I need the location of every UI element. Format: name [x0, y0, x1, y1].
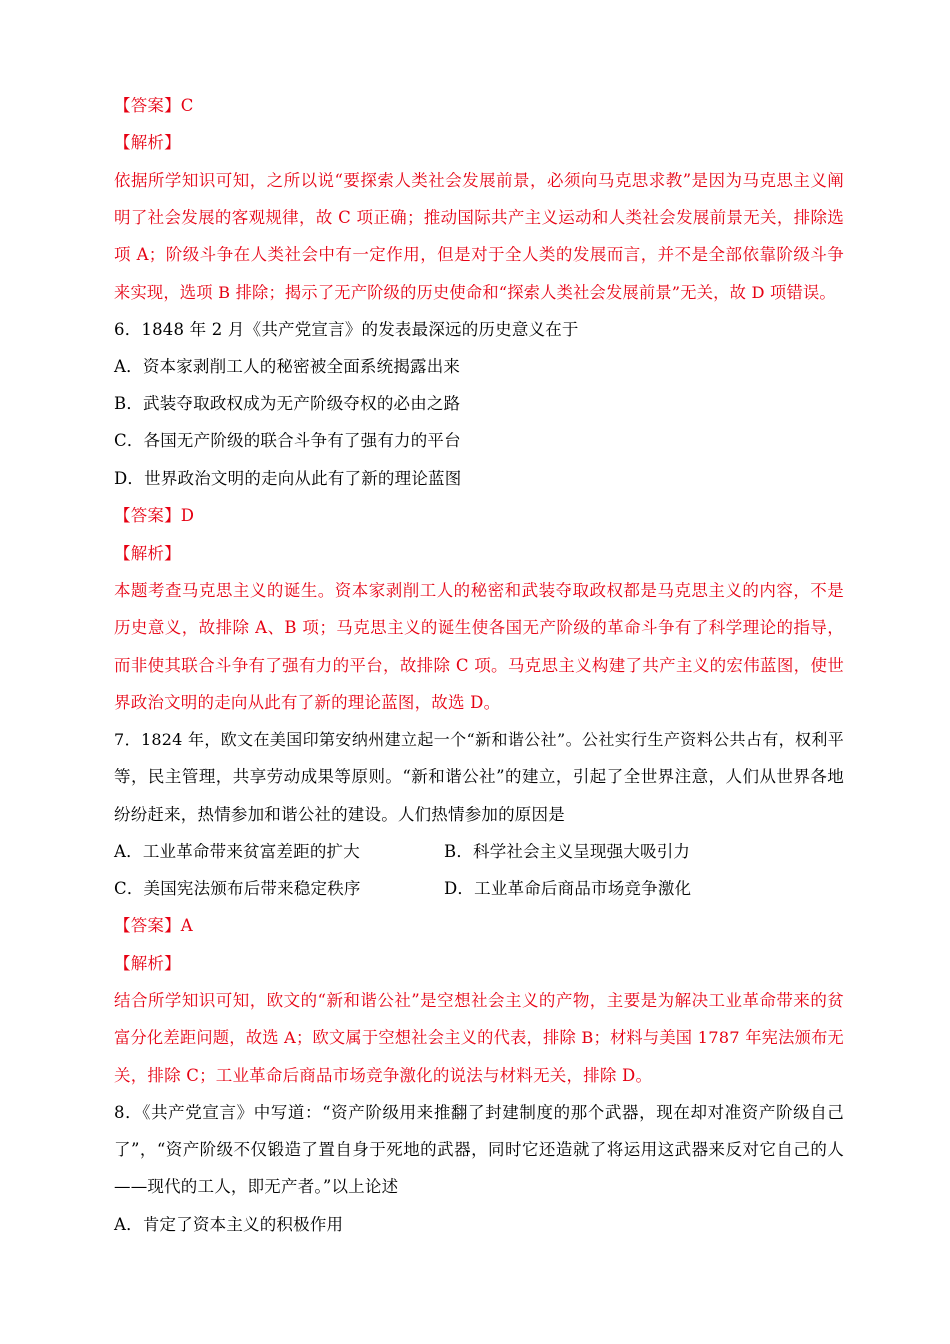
q6-option-a: A．资本家剥削工人的秘密被全面系统揭露出来 [114, 357, 461, 376]
q7-analysis-line-2: 富分化差距问题，故选 A；欧文属于空想社会主义的代表，排除 B；材料与美国 1787 年宪法颁布无 [114, 1028, 844, 1047]
q8-option-a: A．肯定了资本主义的积极作用 [114, 1215, 344, 1234]
q5-analysis-line-4: 来实现，选项 B 排除；揭示了无产阶级的历史使命和“探索人类社会发展前景”无关，故 D 项错误。 [114, 283, 836, 302]
q7-analysis-label: 【解析】 [114, 954, 181, 973]
q7-stem-line-3: 纷纷赶来，热情参加和谐公社的建设。人们热情参加的原因是 [114, 805, 565, 824]
q7-option-c: C．美国宪法颁布后带来稳定秩序 [114, 879, 361, 898]
q6-analysis-line-4: 界政治文明的走向从此有了新的理论蓝图，故选 D。 [114, 693, 501, 712]
q6-answer: 【答案】D [114, 506, 195, 525]
q5-analysis-line-3: 项 A；阶级斗争在人类社会中有一定作用，但是对于全人类的发展而言，并不是全部依靠阶级斗争 [114, 245, 844, 264]
q8-stem-line-2: 了”，“资产阶级不仅锻造了置自身于死地的武器，同时它还造就了将运用这武器来反对它自己的人 [114, 1140, 844, 1159]
q5-answer: 【答案】C [114, 96, 194, 115]
q6-analysis-label: 【解析】 [114, 544, 181, 563]
q7-stem-line-2: 等，民主管理，共享劳动成果等原则。“新和谐公社”的建立，引起了全世界注意，人们从世界各地 [114, 767, 844, 786]
q5-analysis-line-2: 明了社会发展的客观规律，故 C 项正确；推动国际共产主义运动和人类社会发展前景无关，排除选 [114, 208, 844, 227]
q5-analysis-label: 【解析】 [114, 133, 181, 152]
q6-analysis-line-2: 历史意义，故排除 A、B 项；马克思主义的诞生使各国无产阶级的革命斗争有了科学理论的指导， [114, 618, 844, 637]
q6-stem: 6．1848 年 2 月《共产党宣言》的发表最深远的历史意义在于 [114, 320, 579, 339]
q8-stem-line-1: 8．《共产党宣言》中写道：“资产阶级用来推翻了封建制度的那个武器，现在却对准资产阶级自己 [114, 1103, 844, 1122]
q6-analysis-line-3: 而非使其联合斗争有了强有力的平台，故排除 C 项。马克思主义构建了共产主义的宏伟蓝图，使世 [114, 656, 844, 675]
q6-option-d: D．世界政治文明的走向从此有了新的理论蓝图 [114, 469, 462, 488]
q7-answer: 【答案】A [114, 916, 193, 935]
q6-option-b: B．武装夺取政权成为无产阶级夺权的必由之路 [114, 394, 461, 413]
q5-analysis-line-1: 依据所学知识可知，之所以说“要探索人类社会发展前景，必须向马克思求教”是因为马克思主义阐 [114, 171, 844, 190]
q7-stem-line-1: 7．1824 年，欧文在美国印第安纳州建立起一个“新和谐公社”。公社实行生产资料公共占有，权利平 [114, 730, 844, 749]
q8-stem-line-3: ——现代的工人，即无产者。”以上论述 [114, 1177, 399, 1196]
q7-option-b: B．科学社会主义呈现强大吸引力 [444, 842, 691, 861]
q7-analysis-line-3: 关，排除 C；工业革命后商品市场竞争激化的说法与材料无关，排除 D。 [114, 1066, 653, 1085]
q7-option-a: A．工业革命带来贫富差距的扩大 [114, 842, 360, 861]
q7-analysis-line-1: 结合所学知识可知，欧文的“新和谐公社”是空想社会主义的产物，主要是为解决工业革命带来的贫 [114, 991, 844, 1010]
q7-option-d: D．工业革命后商品市场竞争激化 [444, 879, 692, 898]
q6-analysis-line-1: 本题考查马克思主义的诞生。资本家剥削工人的秘密和武装夺取政权都是马克思主义的内容，不是 [114, 581, 844, 600]
q6-option-c: C．各国无产阶级的联合斗争有了强有力的平台 [114, 431, 461, 450]
